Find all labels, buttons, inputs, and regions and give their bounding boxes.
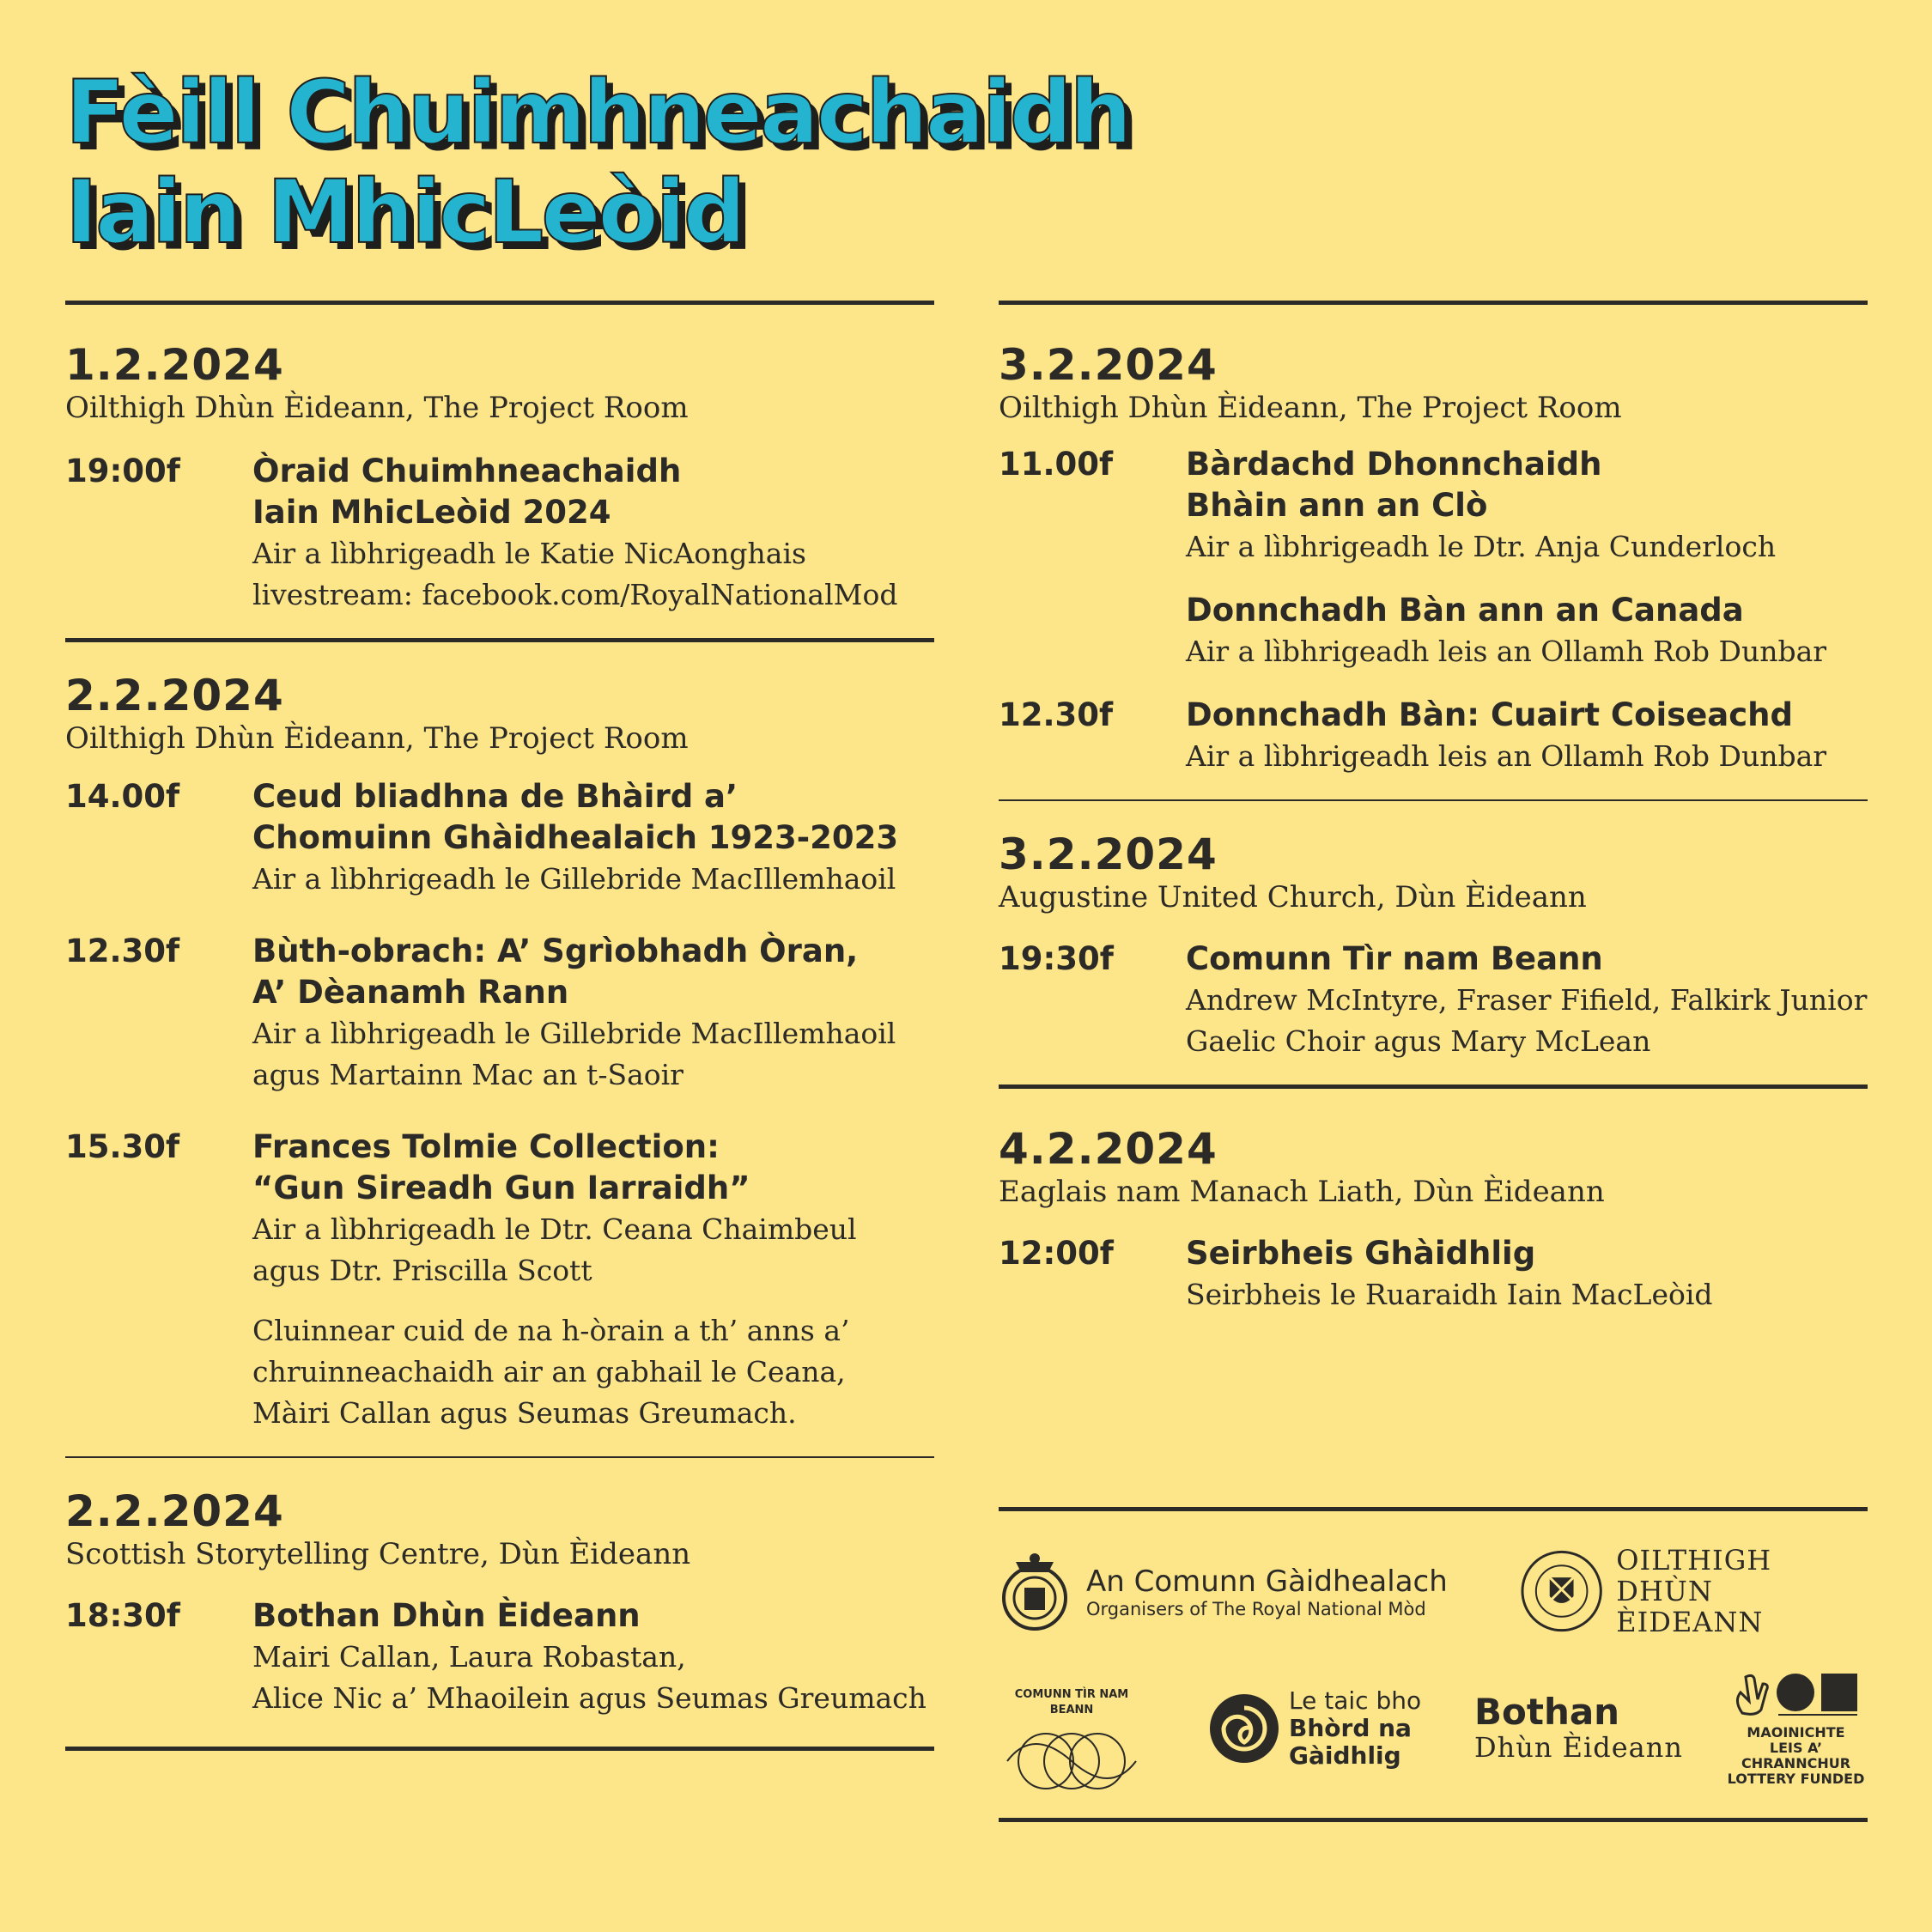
event-venue: Augustine United Church, Dùn Èideann	[999, 880, 1587, 914]
event-detail: Air a lìbhrigeadh leis an Ollamh Rob Dunbar	[1186, 635, 1827, 668]
event-date: 2.2.2024	[65, 1486, 284, 1536]
event-venue: Oilthigh Dhùn Èideann, The Project Room	[65, 391, 689, 425]
divider	[999, 1507, 1868, 1511]
logo-university-edinburgh	[1519, 1545, 1868, 1637]
event-title: Comunn Tìr nam Beann	[1186, 940, 1603, 977]
bothan-line-2: Dhùn Èideann	[1474, 1731, 1683, 1764]
lottery-line-2: LEIS A’ CHRANNCHUR	[1741, 1740, 1851, 1771]
event-venue: Scottish Storytelling Centre, Dùn Èideann	[65, 1537, 691, 1571]
celtic-knot-icon	[999, 1718, 1145, 1795]
event-detail: Air a lìbhrigeadh le Dtr. Anja Cunderloch	[1186, 530, 1777, 563]
event-time	[999, 590, 1186, 672]
day-block	[999, 1089, 1868, 1315]
event-date: 3.2.2024	[999, 340, 1218, 390]
logo-an-comunn	[999, 1550, 1448, 1636]
oilthigh-line-2: DHÙN ÈIDEANN	[1616, 1575, 1764, 1638]
event-detail: agus Martainn Mac an t-Saoir	[252, 1058, 683, 1091]
event-title: Donnchadh Bàn ann an Canada	[1186, 592, 1744, 629]
event-time: 18:30f	[65, 1597, 180, 1634]
sponsor-logos	[999, 1507, 1868, 1833]
lottery-line-3: LOTTERY FUNDED	[1727, 1771, 1865, 1787]
event-note: Cluinnear cuid de na h-òrain a th’ anns a’	[252, 1314, 850, 1347]
event-item	[65, 451, 934, 616]
event-item	[999, 590, 1868, 672]
university-seal-icon	[1519, 1548, 1604, 1634]
divider	[65, 1747, 934, 1751]
event-title: “Gun Sireadh Gun Iarraidh”	[252, 1170, 750, 1206]
event-detail: Air a lìbhrigeadh le Katie NicAonghais	[252, 537, 806, 570]
event-detail: Air a lìbhrigeadh leis an Ollamh Rob Dunbar	[1186, 739, 1827, 773]
event-date: 1.2.2024	[65, 340, 284, 390]
event-title: Bùth-obrach: A’ Sgrìobhadh Òran,	[252, 933, 859, 969]
event-detail: Andrew McIntyre, Fraser Fifield, Falkirk Junior	[1186, 983, 1868, 1017]
lottery-line-1: MAOINICHTE	[1747, 1724, 1845, 1741]
page-title	[65, 64, 1129, 263]
bord-spiral-icon	[1208, 1692, 1280, 1765]
event-time: 19:00f	[65, 453, 180, 489]
event-detail: Seirbheis le Ruaraidh Iain MacLeòid	[1186, 1278, 1713, 1311]
event-title: Donnchadh Bàn: Cuairt Coiseachd	[1186, 696, 1794, 733]
event-detail: livestream: facebook.com/RoyalNationalMod	[252, 578, 898, 611]
event-item	[65, 776, 934, 900]
day-block	[65, 1458, 934, 1719]
event-time: 12.30f	[65, 933, 180, 969]
event-title: Ceud bliadhna de Bhàird a’	[252, 778, 738, 815]
logo-bothan	[1474, 1692, 1683, 1763]
event-title: Chomuinn Ghàidhealaich 1923-2023	[252, 819, 899, 856]
event-title: Òraid Chuimhneachaidh	[252, 453, 682, 489]
event-item	[65, 1127, 934, 1434]
event-time: 11.00f	[999, 446, 1114, 483]
title-line-2: Iain MhicLeòid	[65, 161, 744, 264]
event-title: Bothan Dhùn Èideann	[252, 1597, 641, 1634]
creative-scotland-icon	[1775, 1670, 1861, 1718]
event-title: Bhàin ann an Clò	[1186, 487, 1488, 524]
logo-bord-na-gaidhlig	[1208, 1687, 1421, 1770]
day-block	[999, 801, 1868, 1062]
event-item	[65, 931, 934, 1096]
event-detail: Air a lìbhrigeadh le Dtr. Ceana Chaimbeul	[252, 1212, 857, 1246]
schedule-left-column	[65, 301, 934, 1751]
event-note: Màiri Callan agus Seumas Greumach.	[252, 1396, 797, 1430]
event-time: 14.00f	[65, 778, 180, 815]
lottery-hand-icon	[1732, 1670, 1775, 1718]
event-item	[999, 1233, 1868, 1315]
bord-line-3: Gàidhlig	[1289, 1741, 1401, 1770]
event-detail: Gaelic Choir agus Mary McLean	[1186, 1024, 1651, 1058]
event-time: 19:30f	[999, 940, 1114, 977]
event-venue: Eaglais nam Manach Liath, Dùn Èideann	[999, 1175, 1605, 1209]
event-title: Seirbheis Ghàidhlig	[1186, 1235, 1536, 1272]
event-title: Frances Tolmie Collection:	[252, 1128, 720, 1165]
event-time: 12.30f	[999, 696, 1114, 733]
event-item	[999, 444, 1868, 568]
event-time: 15.30f	[65, 1128, 180, 1165]
event-title: Iain MhicLeòid 2024	[252, 494, 611, 531]
event-venue: Oilthigh Dhùn Èideann, The Project Room	[999, 391, 1622, 425]
bord-line-1: Le taic bho	[1289, 1686, 1422, 1715]
logo-comunn-tir-nam-beann	[999, 1687, 1145, 1795]
event-item	[999, 695, 1868, 777]
day-block	[65, 305, 934, 616]
logo-lottery-creative-scotland	[1724, 1670, 1868, 1787]
event-detail: Air a lìbhrigeadh le Gillebride MacIllemhaoil	[252, 862, 896, 896]
event-detail: Mairi Callan, Laura Robastan,	[252, 1640, 686, 1674]
an-comunn-tagline: Organisers of The Royal National Mòd	[1086, 1599, 1426, 1619]
day-block	[999, 305, 1868, 777]
event-detail: Alice Nic a’ Mhaoilein agus Seumas Greumach	[252, 1681, 927, 1715]
event-date: 4.2.2024	[999, 1124, 1218, 1174]
event-date: 2.2.2024	[65, 671, 284, 720]
title-line-1: Fèill Chuimhneachaidh	[65, 62, 1130, 164]
ctnb-label: COMUNN TÌR NAM BEANN	[1014, 1688, 1129, 1716]
an-comunn-crest-icon	[999, 1550, 1071, 1636]
an-comunn-name: An Comunn Gàidhealach	[1086, 1564, 1448, 1599]
event-title: A’ Dèanamh Rann	[252, 974, 569, 1011]
oilthigh-line-1: OILTHIGH	[1616, 1544, 1772, 1577]
bothan-line-1: Bothan	[1474, 1691, 1620, 1733]
event-venue: Oilthigh Dhùn Èideann, The Project Room	[65, 721, 689, 756]
event-detail: agus Dtr. Priscilla Scott	[252, 1254, 592, 1287]
event-item	[999, 939, 1868, 1062]
divider	[999, 1818, 1868, 1822]
event-detail: Air a lìbhrigeadh le Gillebride MacIllemhaoil	[252, 1017, 896, 1050]
event-date: 3.2.2024	[999, 829, 1218, 879]
event-time: 12:00f	[999, 1235, 1114, 1272]
event-note: chruinneachaidh air an gabhail le Ceana,	[252, 1355, 846, 1388]
event-title: Bàrdachd Dhonnchaidh	[1186, 446, 1602, 483]
schedule-right-column	[999, 301, 1868, 1315]
event-item	[65, 1595, 934, 1719]
bord-line-2: Bhòrd na	[1289, 1714, 1412, 1742]
day-block	[65, 642, 934, 1434]
